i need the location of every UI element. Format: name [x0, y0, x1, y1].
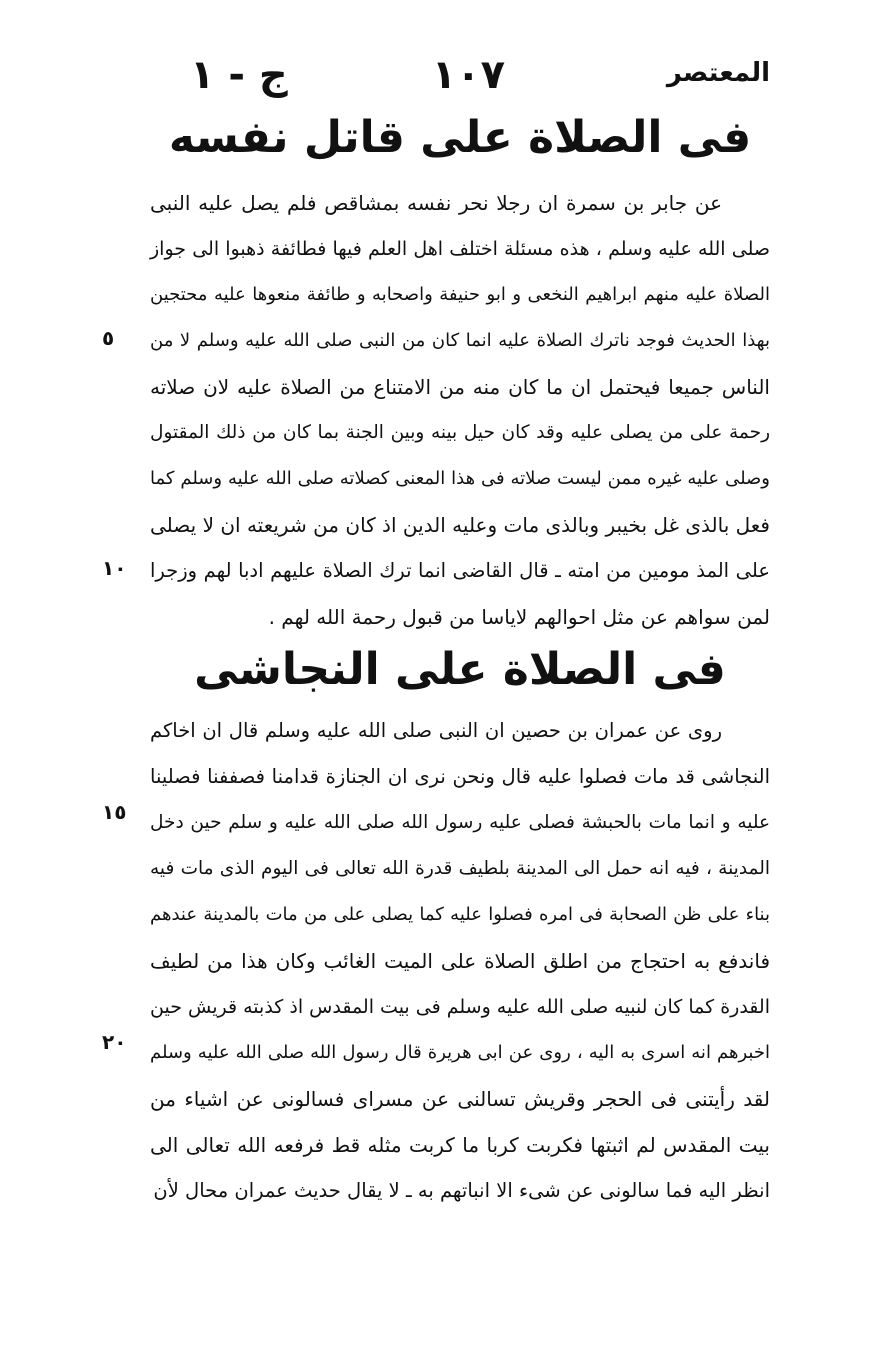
text-line: بهذا الحديث فوجد ناترك الصلاة عليه انما كان من النبى صلى الله عليه وسلم لا من [150, 330, 770, 351]
text-line: عليه و انما مات بالحبشة فصلى عليه رسول الله صلى الله عليه و سلم حين دخل [150, 812, 770, 833]
text-line: وصلى عليه غيره ممن ليست صلاته فى هذا المعنى كصلاته صلى الله عليه وسلم كما [150, 468, 770, 489]
page-number: ١٠٧ [431, 52, 505, 98]
text-line: الصلاة عليه منهم ابراهيم النخعى و ابو حنيفة واصحابه و طائفة منعوها عليه محتجين [150, 284, 770, 305]
text-line: لقد رأيتنى فى الحجر وقريش تسالنى عن مسراى فسالونى عن اشياء من [150, 1087, 770, 1111]
section-body-suicide-prayer [150, 180, 770, 640]
line-marker-20: ٢٠ [102, 1030, 127, 1054]
line-marker-15: ١٥ [102, 800, 127, 824]
text-line: عن جابر بن سمرة ان رجلا نحر نفسه بمشاقص فلم يصل عليه النبى [150, 191, 722, 215]
text-line: روى عن عمران بن حصين ان النبى صلى الله عليه وسلم قال ان اخاكم [150, 719, 722, 742]
text-line: فعل بالذى غل بخيبر وبالذى مات وعليه الدين اذ كان من شريعته ان لا يصلى [150, 513, 770, 537]
volume-label: ج - ١ [190, 52, 288, 98]
section-body-najashi-prayer [150, 708, 770, 1214]
text-line: رحمة على من يصلى عليه وقد كان حيل بينه وبين الجنة بما كان من ذلك المقتول [150, 422, 770, 443]
text-line: النجاشى قد مات فصلوا عليه قال ونحن نرى ان الجنازة قدامنا فصففنا فصلينا [150, 765, 770, 788]
line-marker-5: ٥ [102, 326, 115, 350]
text-line: القدرة كما كان لنبيه صلى الله عليه وسلم فى بيت المقدس اذ كذبته قريش حين [150, 996, 770, 1018]
section-heading-suicide-prayer: فى الصلاة على قاتل نفسه [168, 112, 752, 163]
section-heading-najashi-prayer: فى الصلاة على النجاشى [194, 644, 726, 695]
line-marker-10: ١٠ [102, 556, 127, 580]
text-line: صلى الله عليه وسلم ، هذه مسئلة اختلف اهل العلم فيها فطائفة ذهبوا الى جواز [150, 238, 770, 260]
text-line: فاندفع به احتجاج من اطلق الصلاة على الميت الغائب وكان هذا من لطيف [150, 949, 770, 973]
page-header [150, 52, 770, 108]
text-line: الناس جميعا فيحتمل ان ما كان منه من الامتناع من الصلاة عليه لان صلاته [150, 375, 770, 399]
text-line: بناء على ظن الصحابة فى امره فصلوا عليه كما يصلى على من مات بالمدينة عندهم [150, 904, 770, 925]
text-line: لمن سواهم عن مثل احوالهم لاياسا من قبول رحمة الله لهم . [268, 605, 770, 629]
text-line: انظر اليه فما سالونى عن شىء الا انباتهم به ـ لا يقال حديث عمران محال لأن [153, 1179, 770, 1202]
book-title: المعتصر [666, 58, 770, 88]
text-line: المدينة ، فيه انه حمل الى المدينة بلطيف قدرة الله تعالى فى اليوم الذى مات فيه [150, 858, 770, 879]
text-line: بيت المقدس لم اثبتها فكربت كربا ما كربت مثله قط فرفعه الله تعالى الى [150, 1133, 770, 1157]
text-line: على المذ مومين من امته ـ قال القاضى انما ترك الصلاة عليهم ادبا لهم وزجرا [150, 559, 770, 582]
text-line: اخبرهم انه اسرى به اليه ، روى عن ابى هريرة قال رسول الله صلى الله عليه وسلم [150, 1042, 770, 1063]
